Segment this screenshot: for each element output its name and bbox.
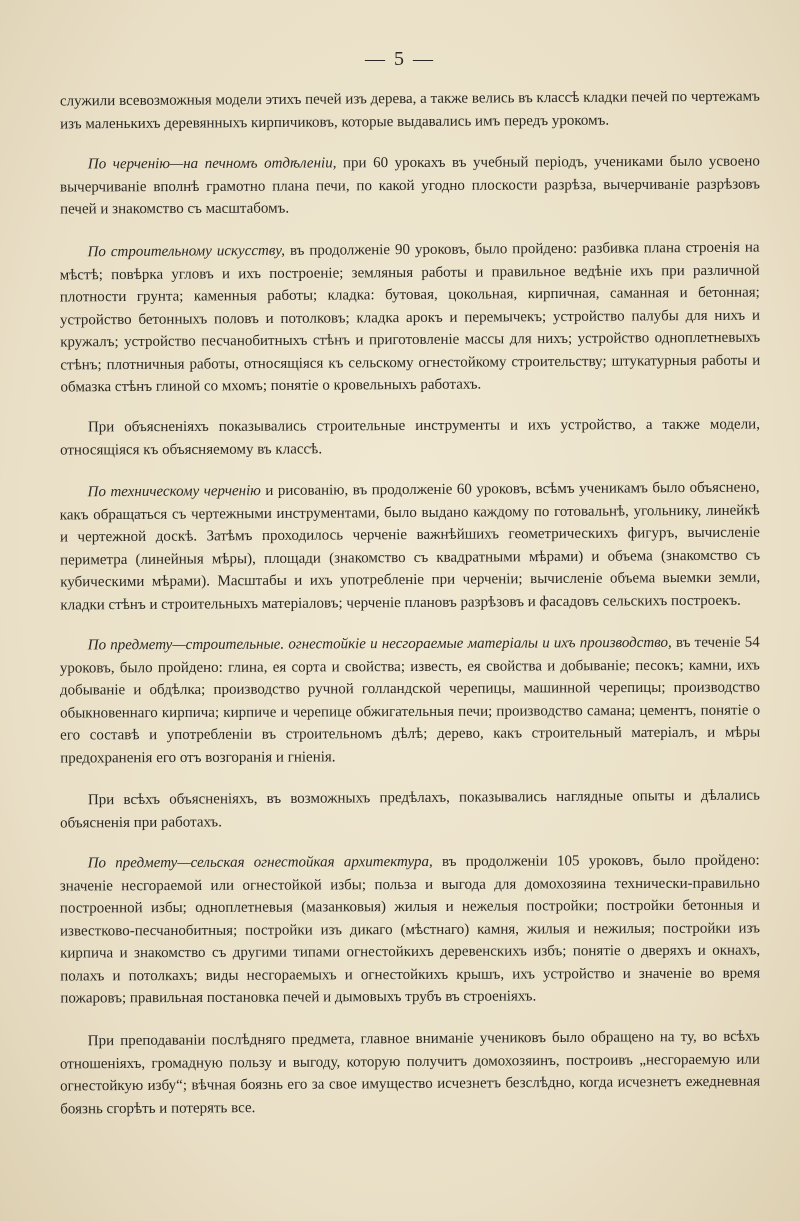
paragraph-text: въ теченіе 54 уроковъ, было пройдено: глина, ея сорта и свойства; известь, ея свойства и добываніе; песокъ; камни, ихъ добываніе и обдѣлка; производство ручной голландской черепицы, машинной черепицы; производство обыкновеннаго кирпича; кирпиче и черепице обжигательныя печи; производство самана; цементъ, понятіе о его составѣ и употребленіи въ строительномъ дѣлѣ; дерево, какъ строительный матеріалъ, и мѣры предохраненія его отъ возгоранія и гніенія. (59, 634, 761, 767)
paragraph (60, 413, 760, 461)
paragraph-text: и рисованію, въ продолженіе 60 уроковъ, всѣмъ ученикамъ было объяснено, какъ обращаться съ чертежными инструментами, было выдано каждому по готовальнѣ, угольнику, линейкѣ и чертежной доскѣ. Затѣмъ проходилось черченіе важнѣйшихъ геометрическихъ фигуръ, вычисленіе периметра (линейныя мѣры), площади (знакомство съ квадратными мѣрами) и объема (знакомство съ кубическими мѣрами). Масштабы и ихъ употребленіе при черченіи; вычисленіе объема выемки земли, кладки стѣнъ и строительныхъ матеріаловъ; черченіе плановъ разрѣзовъ и фасадовъ сельскихъ построекъ. (59, 479, 761, 613)
paragraph (60, 785, 760, 835)
paragraph-text: При преподаваніи послѣдняго предмета, главное вниманіе учениковъ было обращено на ту, во всѣхъ отношеніяхъ, громадную пользу и выгоду, которую получитъ домохозяинъ, построивъ „несгораемую или огнестойкую избу“; вѣчная боязнь его за свое имущество исчезнетъ безслѣдно, когда исчезнетъ ежедневная боязнь сгорѣть и потерять все. (59, 1028, 761, 1117)
paragraph-lead: По техническому черченію (87, 483, 261, 501)
paragraph (60, 86, 760, 136)
body-text (60, 88, 760, 1137)
paragraph-text: въ продолженіе 90 уроковъ, было пройдено: разбивка плана строенія на мѣстѣ; повѣрка угловъ и ихъ построеніе; земляныя работы и правильное ведѣніе ихъ при различной плотности грунта; каменныя работы; кладка: бутовая, цокольная, кирпичная, саманная и бетонная; устройство бетонныхъ половъ и потолковъ; кладка арокъ и перемычекъ; устройство палубы для нихъ и кружалъ; устройство песчанобитныхъ стѣнъ и приготовленіе массы для нихъ; устройство одноплетневыхъ стѣнъ; плотничныя работы, относящіяся къ сельскому огнестойкому строительству; штукатурныя работы и обмазка стѣнъ глиной со мхомъ; понятіе о кровельныхъ работахъ. (59, 239, 761, 395)
paragraph-lead: По предмету—строительные. огнестойкіе и несгораемые матеріалы и ихъ производство, (87, 634, 672, 654)
paragraph-text: въ продолженіи 105 уроковъ, было пройдено: значеніе несгораемой или огнестойкой избы; польза и выгода для домохозяина технически-правильно построенной избы; одноплетневыя (мазанковыя) жилыя и нежелыя постройки; постройки бетонныя и известково-песчанобитныя; постройки изъ дикаго (мѣстнаго) камня, жилыя и нежилыя; постройки изъ кирпича и знакомство съ другими типами огнестойкихъ деревенскихъ избъ; понятіе о дверяхъ и окнахъ, полахъ и потолкахъ; виды несгораемыхъ и огнестойкихъ крышъ, ихъ устройство и значеніе во время пожаровъ; правильная постановка печей и дымовыхъ трубъ въ строеніяхъ. (59, 852, 761, 1007)
paragraph-text: При объясненіяхъ показывались строительные инструменты и ихъ устройство, а также модели, относящіяся къ объясняемому въ классѣ. (60, 416, 760, 459)
page-number: — 5 — (365, 48, 435, 70)
paragraph (60, 150, 760, 221)
paragraph-text: При всѣхъ объясненіяхъ, въ возможныхъ предѣлахъ, показывались наглядные опыты и дѣлались объясненія при работахъ. (60, 787, 760, 831)
paragraph-text: при 60 урокахъ въ учебный періодъ, учениками было усвоено вычерчиваніе вполнѣ грамотно плана печи, по какой угодно плоскости разрѣза, вычерчиваніе разрѣзовъ печей и знакомство съ масштабомъ. (59, 153, 761, 218)
paragraph (60, 477, 761, 617)
paragraph-lead: По черченію—на печномъ отдѣленіи, (87, 155, 337, 173)
paragraph-lead: По предмету—сельская огнестойкая архитектура, (87, 853, 433, 872)
paragraph (60, 631, 761, 769)
paragraph (59, 236, 760, 398)
paragraph-lead: По строительному искусству, (87, 242, 286, 260)
paragraph-text: служили всевозможныя модели этихъ печей изъ дерева, а также велись въ классѣ кладки печей по чертежамъ изъ маленькихъ деревянныхъ кирпичиковъ, которые выдавались имъ передъ урокомъ. (59, 88, 760, 132)
paragraph (60, 1025, 761, 1120)
paragraph (60, 849, 761, 1010)
